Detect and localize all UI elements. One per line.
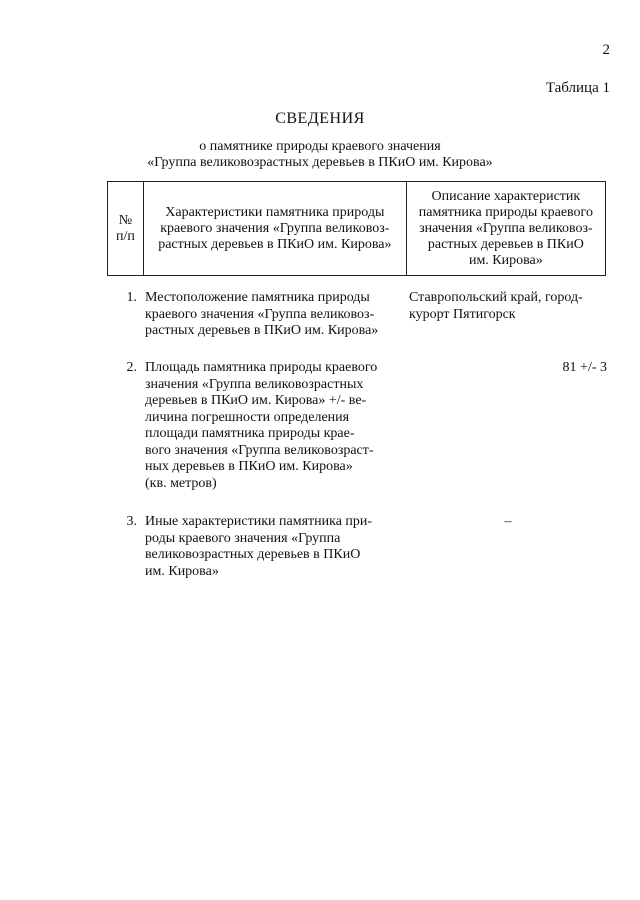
header-text: Описание характеристик <box>431 188 581 204</box>
header-text: № <box>118 212 133 228</box>
row-text: ных деревьев в ПКиО им. Кирова» <box>145 459 353 474</box>
row-number: 2. <box>126 360 137 375</box>
row-characteristic <box>145 290 399 340</box>
header-text: памятника природы краевого <box>418 204 593 220</box>
page-number: 2 <box>602 42 610 58</box>
document-title: СВЕДЕНИЯ <box>275 110 365 127</box>
table-header <box>107 181 606 276</box>
row-value <box>409 290 607 323</box>
header-text: п/п <box>116 228 135 244</box>
row-text: – <box>504 514 512 529</box>
document-subtitle <box>0 139 640 171</box>
row-text: Ставропольский край, город- <box>409 290 583 305</box>
subtitle-line: «Группа великовозрастных деревьев в ПКиО им. Кирова» <box>147 155 493 170</box>
row-text: деревьев в ПКиО им. Кирова» +/- ве- <box>145 393 367 408</box>
header-cell-characteristics <box>143 182 406 276</box>
header-text: значения «Группа великовоз- <box>419 220 593 236</box>
row-text: растных деревьев в ПКиО им. Кирова» <box>145 323 379 338</box>
header-cell-number <box>108 182 144 276</box>
row-text: 81 +/- 3 <box>562 360 607 375</box>
row-text: значения «Группа великовозрастных <box>145 376 364 392</box>
header-text: краевого значения «Группа великовоз- <box>160 220 390 236</box>
row-value <box>409 360 607 377</box>
row-text: великовозрастных деревьев в ПКиО <box>145 547 361 562</box>
row-text: Местоположение памятника природы <box>145 290 370 305</box>
row-text: Площадь памятника природы краевого <box>145 360 378 375</box>
row-text: краевого значения «Группа великовоз- <box>145 306 375 322</box>
row-characteristic <box>145 360 399 492</box>
row-value <box>409 514 607 531</box>
header-cell-description <box>406 182 605 276</box>
row-number: 1. <box>126 290 137 305</box>
header-text: им. Кирова» <box>468 252 543 268</box>
row-text: курорт Пятигорск <box>409 306 516 322</box>
row-text: вого значения «Группа великовозраст- <box>145 442 374 458</box>
row-text: площади памятника природы крае- <box>145 426 355 441</box>
row-text: им. Кирова» <box>145 563 219 579</box>
row-characteristic <box>145 514 399 580</box>
header-text: растных деревьев в ПКиО им. Кирова» <box>158 236 392 252</box>
row-text: личина погрешности определения <box>145 409 350 425</box>
table-label: Таблица 1 <box>545 80 610 96</box>
header-text: растных деревьев в ПКиО <box>427 236 584 252</box>
row-number: 3. <box>126 514 137 529</box>
row-text: роды краевого значения «Группа <box>145 530 341 546</box>
row-text: (кв. метров) <box>145 475 217 491</box>
subtitle-line: о памятнике природы краевого значения <box>199 139 441 154</box>
row-text: Иные характеристики памятника при- <box>145 514 373 529</box>
header-text: Характеристики памятника природы <box>165 204 385 220</box>
